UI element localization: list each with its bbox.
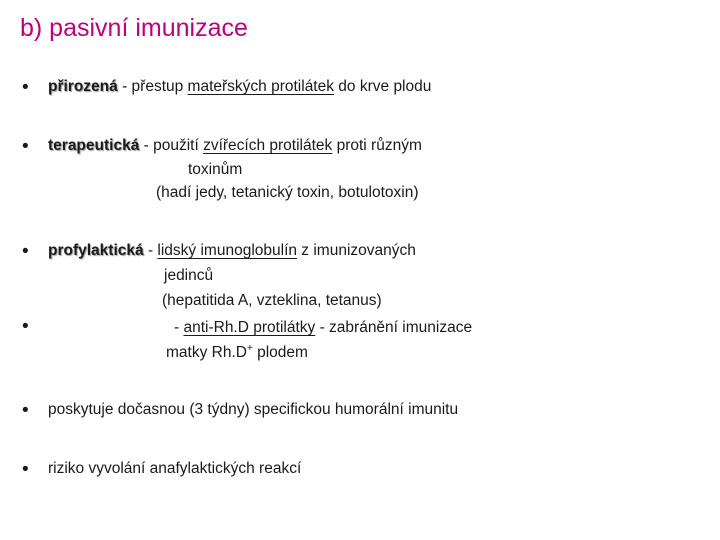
term-natural: přirozená <box>48 78 118 95</box>
item-separator: - použití <box>139 137 204 154</box>
list-item-risk: riziko vyvolání anafylaktických reakcí <box>48 460 302 477</box>
item-separator: - <box>143 242 158 259</box>
item-continuation: toxinům <box>188 161 243 178</box>
bullet-marker: • <box>22 316 29 337</box>
list-item-duration: poskytuje dočasnou (3 týdny) specifickou humorální imunitu <box>48 401 459 418</box>
bullet-marker: • <box>22 241 29 262</box>
bullet-marker: • <box>22 459 29 480</box>
term-prophylactic: profylaktická <box>48 242 144 259</box>
bullet-marker: • <box>22 77 29 98</box>
item-continuation <box>166 343 308 362</box>
item-separator: - přestup <box>117 78 188 95</box>
list-item-therapeutic <box>48 137 422 155</box>
item-text: matky Rh.D <box>166 344 247 362</box>
bullet-marker: • <box>22 136 29 157</box>
item-text: - <box>174 319 184 336</box>
item-text: plodem <box>252 344 308 362</box>
list-item-natural <box>48 78 431 96</box>
item-text: z imunizovaných <box>297 242 416 259</box>
underlined-term: zvířecích protilátek <box>203 137 333 154</box>
item-continuation: (hepatitida A, vzteklina, tetanus) <box>162 292 382 309</box>
item-continuation: (hadí jedy, tetanický toxin, botulotoxin) <box>156 184 419 201</box>
underlined-term: anti-Rh.D protilátky <box>183 319 316 336</box>
term-therapeutic: terapeutická <box>48 137 140 154</box>
underlined-term: lidský imunoglobulín <box>157 242 297 259</box>
list-item-anti-rhd <box>174 319 472 337</box>
underlined-term: mateřských protilátek <box>187 78 334 95</box>
item-text: do krve plodu <box>334 78 432 95</box>
item-text: - zabránění imunizace <box>315 319 473 336</box>
item-continuation: jedinců <box>164 267 214 284</box>
item-text: proti různým <box>332 137 422 154</box>
bullet-marker: • <box>22 400 29 421</box>
page-title: b) pasivní imunizace <box>20 14 248 42</box>
list-item-prophylactic <box>48 242 416 260</box>
superscript: + <box>246 343 253 354</box>
